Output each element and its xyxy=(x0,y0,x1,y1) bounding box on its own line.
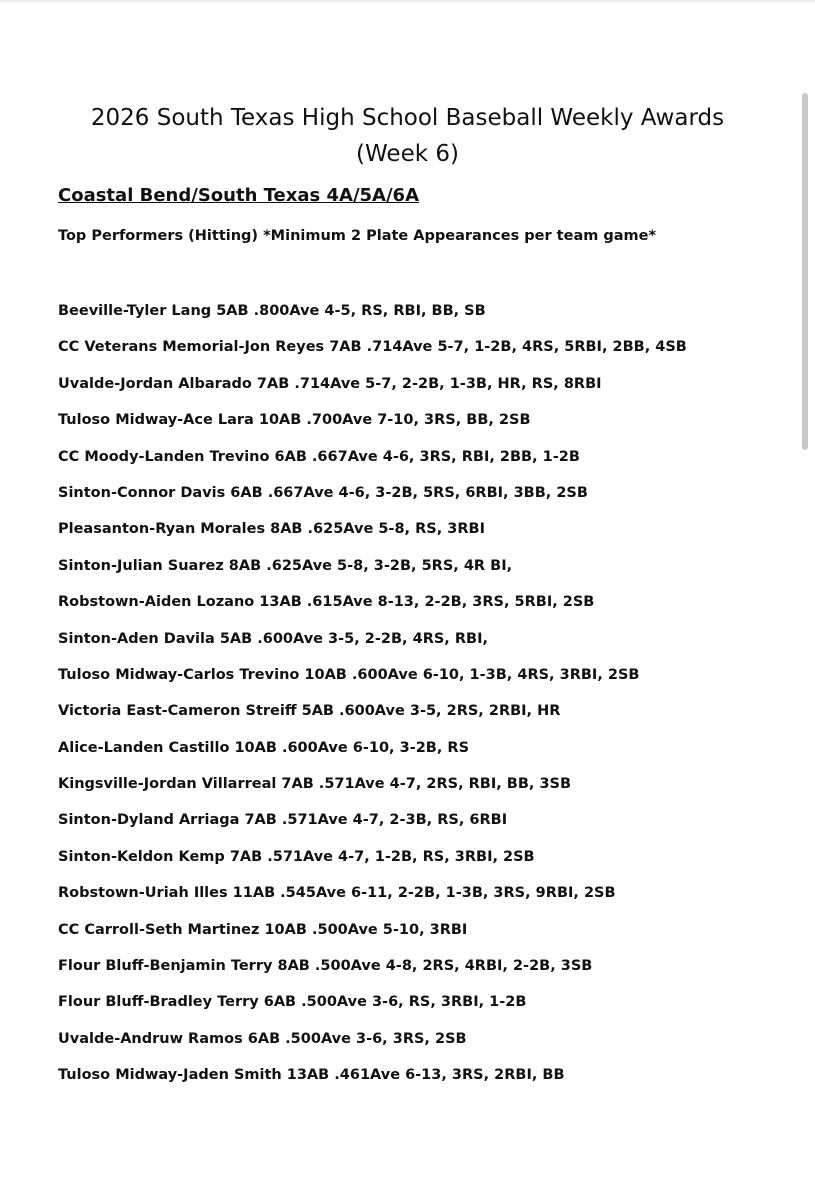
vertical-scrollbar[interactable] xyxy=(802,93,808,450)
list-item: Robstown-Uriah Illes 11AB .545Ave 6-11, 2-2B, 1-3B, 3RS, 9RBI, 2SB xyxy=(58,885,616,902)
list-item: Tuloso Midway-Ace Lara 10AB .700Ave 7-10, 3RS, BB, 2SB xyxy=(58,412,531,429)
performers-list xyxy=(58,300,758,1101)
list-item: Sinton-Connor Davis 6AB .667Ave 4-6, 3-2B, 5RS, 6RBI, 3BB, 2SB xyxy=(58,484,588,501)
section-heading: Coastal Bend/South Texas 4A/5A/6A xyxy=(58,185,420,206)
list-item: Robstown-Aiden Lozano 13AB .615Ave 8-13, 2-2B, 3RS, 5RBI, 2SB xyxy=(58,594,595,611)
list-item: Sinton-Keldon Kemp 7AB .571Ave 4-7, 1-2B, RS, 3RBI, 2SB xyxy=(58,848,535,865)
title-line-1: 2026 South Texas High School Baseball Weekly Awards xyxy=(90,105,725,131)
list-item: Beeville-Tyler Lang 5AB .800Ave 4-5, RS, RBI, BB, SB xyxy=(58,303,486,319)
list-item: Alice-Landen Castillo 10AB .600Ave 6-10, 3-2B, RS xyxy=(58,739,470,756)
list-item: CC Moody-Landen Trevino 6AB .667Ave 4-6, 3RS, RBI, 2BB, 1-2B xyxy=(58,448,580,465)
list-item: Tuloso Midway-Carlos Trevino 10AB .600Ave 6-10, 1-3B, 4RS, 3RBI, 2SB xyxy=(58,666,640,683)
list-item: Victoria East-Cameron Streiff 5AB .600Ave 3-5, 2RS, 2RBI, HR xyxy=(58,703,561,720)
list-item: Sinton-Dyland Arriaga 7AB .571Ave 4-7, 2-3B, RS, 6RBI xyxy=(58,812,508,829)
list-item: CC Carroll-Seth Martinez 10AB .500Ave 5-10, 3RBI xyxy=(58,921,468,938)
list-item: Flour Bluff-Benjamin Terry 8AB .500Ave 4-8, 2RS, 4RBI, 2-2B, 3SB xyxy=(58,958,593,975)
document-title xyxy=(40,100,775,172)
page-top-edge xyxy=(0,0,815,4)
top-performers-subheading: Top Performers (Hitting) *Minimum 2 Plate Appearances per team game* xyxy=(58,228,657,244)
list-item: Uvalde-Andruw Ramos 6AB .500Ave 3-6, 3RS, 2SB xyxy=(58,1030,467,1047)
list-item: Pleasanton-Ryan Morales 8AB .625Ave 5-8, RS, 3RBI xyxy=(58,521,485,538)
list-item: Tuloso Midway-Jaden Smith 13AB .461Ave 6-13, 3RS, 2RBI, BB xyxy=(58,1067,565,1084)
title-line-2: (Week 6) xyxy=(356,141,459,167)
list-item: CC Veterans Memorial-Jon Reyes 7AB .714Ave 5-7, 1-2B, 4RS, 5RBI, 2BB, 4SB xyxy=(58,339,687,356)
list-item: Flour Bluff-Bradley Terry 6AB .500Ave 3-6, RS, 3RBI, 1-2B xyxy=(58,994,527,1011)
list-item: Kingsville-Jordan Villarreal 7AB .571Ave 4-7, 2RS, RBI, BB, 3SB xyxy=(58,776,572,793)
list-item: Sinton-Aden Davila 5AB .600Ave 3-5, 2-2B, 4RS, RBI, xyxy=(58,630,488,647)
list-item: Uvalde-Jordan Albarado 7AB .714Ave 5-7, 2-2B, 1-3B, HR, RS, 8RBI xyxy=(58,375,602,392)
list-item: Sinton-Julian Suarez 8AB .625Ave 5-8, 3-2B, 5RS, 4R BI, xyxy=(58,557,513,574)
